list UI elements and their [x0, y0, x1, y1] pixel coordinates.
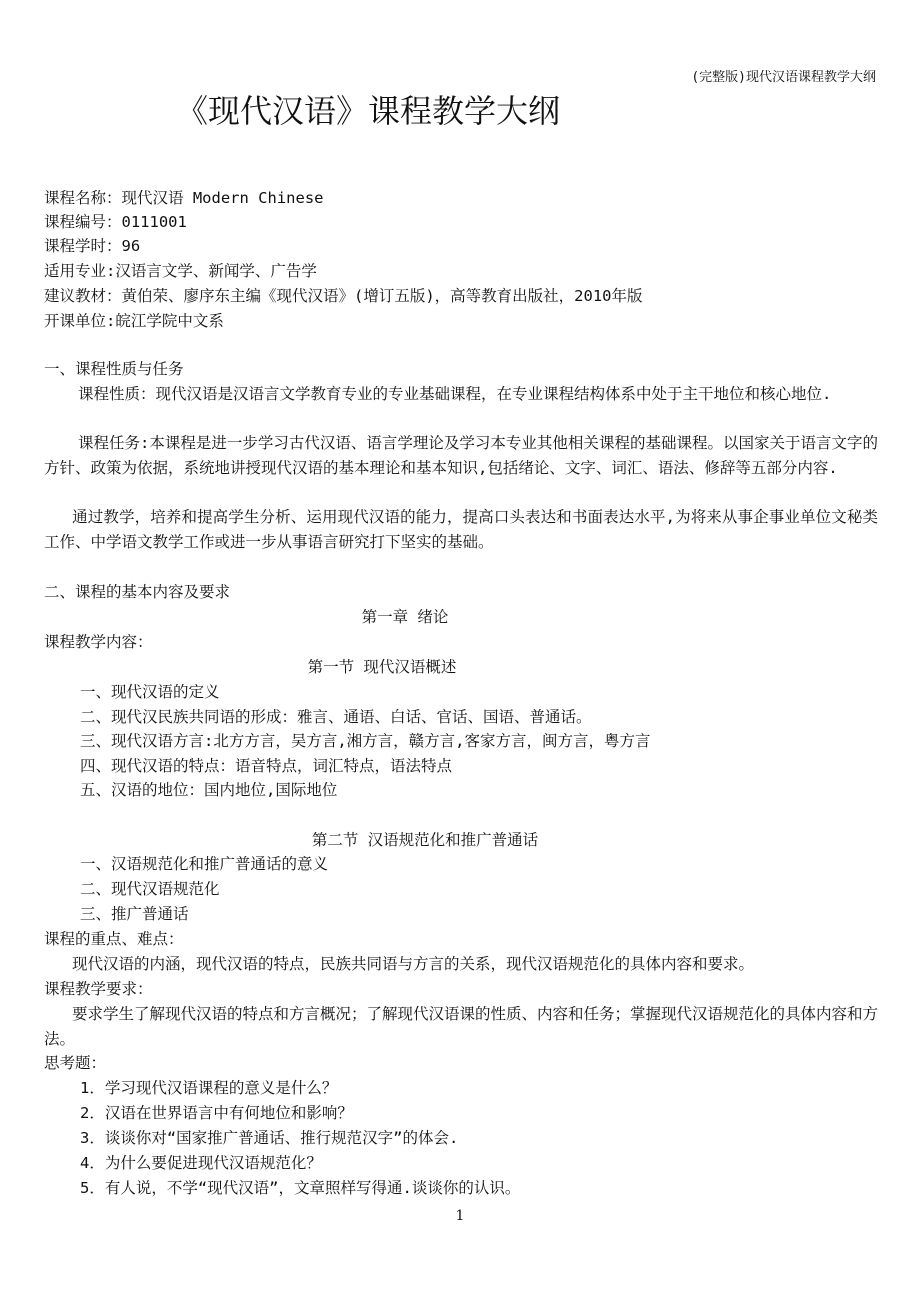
- question-item: 3．谈谈你对“国家推广普通话、推行规范汉字”的体会.: [80, 1129, 459, 1147]
- page-number: 1: [455, 1208, 465, 1224]
- section2-heading: 二、课程的基本内容及要求: [44, 583, 231, 601]
- list-item: 二、现代汉语规范化: [80, 880, 220, 898]
- requirements-label: 课程教学要求：: [44, 980, 153, 998]
- list-item: 四、现代汉语的特点：语音特点，词汇特点，语法特点: [80, 757, 453, 775]
- list-item: 三、现代汉语方言:北方方言，吴方言,湘方言，赣方言,客家方言，闽方言，粤方言: [80, 732, 651, 750]
- question-item: 4．为什么要促进现代汉语规范化？: [80, 1154, 322, 1172]
- course-hours: 课程学时：96: [44, 237, 141, 255]
- course-majors: 适用专业:汉语言文学、新闻学、广告学: [44, 262, 317, 280]
- list-item: 二、现代汉民族共同语的形成：雅言、通语、白话、官话、国语、普通话。: [80, 708, 592, 726]
- list-item: 一、汉语规范化和推广普通话的意义: [80, 855, 329, 873]
- course-code: 课程编号：0111001: [44, 213, 187, 231]
- node1-title: 第一节 现代汉语概述: [307, 658, 457, 676]
- list-item: 三、推广普通话: [80, 905, 189, 923]
- section1-teaching-paragraph: 通过教学，培养和提高学生分析、运用现代汉语的能力，提高口头表达和书面表达水平,为将来从事企事业单位文秘类工作、中学语文教学工作或进一步从事语言研究打下坚实的基础。: [44, 508, 878, 551]
- header-note: (完整版)现代汉语课程教学大纲: [691, 70, 876, 85]
- questions-label: 思考题：: [44, 1054, 107, 1072]
- key-points-label: 课程的重点、难点：: [44, 930, 184, 948]
- question-item: 5．有人说，不学“现代汉语”，文章照样写得通.谈谈你的认识。: [80, 1179, 521, 1197]
- course-textbook: 建议教材：黄伯荣、廖序东主编《现代汉语》(增订五版)，高等教育出版社，2010年版: [44, 287, 643, 305]
- course-unit: 开课单位:皖江学院中文系: [44, 312, 224, 330]
- key-points-text: 现代汉语的内涵，现代汉语的特点，民族共同语与方言的关系，现代汉语规范化的具体内容和要求。: [72, 955, 755, 973]
- requirements-text: 要求学生了解现代汉语的特点和方言概况；了解现代汉语课的性质、内容和任务；掌握现代汉语规范化的具体内容和方法。: [44, 1005, 879, 1048]
- node2-title: 第二节 汉语规范化和推广普通话: [311, 831, 539, 849]
- section1-task-paragraph: 课程任务:本课程是进一步学习古代汉语、语言学理论及学习本专业其他相关课程的基础课程。以国家关于语言文字的方针、政策为依据，系统地讲授现代汉语的基本理论和基本知识,包括绪论、文字、词汇、语法、修辞等五部分内容.: [44, 434, 878, 477]
- course-name: 课程名称：现代汉语 Modern Chinese: [44, 189, 324, 207]
- list-item: 一、现代汉语的定义: [80, 683, 220, 701]
- list-item: 五、汉语的地位：国内地位,国际地位: [80, 781, 338, 799]
- content-label: 课程教学内容：: [44, 633, 153, 651]
- page-title: 《现代汉语》课程教学大纲: [176, 92, 561, 130]
- chapter-title: 第一章 绪论: [361, 608, 449, 626]
- section1-nature-paragraph: 课程性质：现代汉语是汉语言文学教育专业的专业基础课程，在专业课程结构体系中处于主干地位和核心地位.: [78, 385, 832, 403]
- question-item: 2．汉语在世界语言中有何地位和影响？: [80, 1104, 353, 1122]
- question-item: 1．学习现代汉语课程的意义是什么？: [80, 1079, 338, 1097]
- section1-heading: 一、课程性质与任务: [44, 360, 184, 378]
